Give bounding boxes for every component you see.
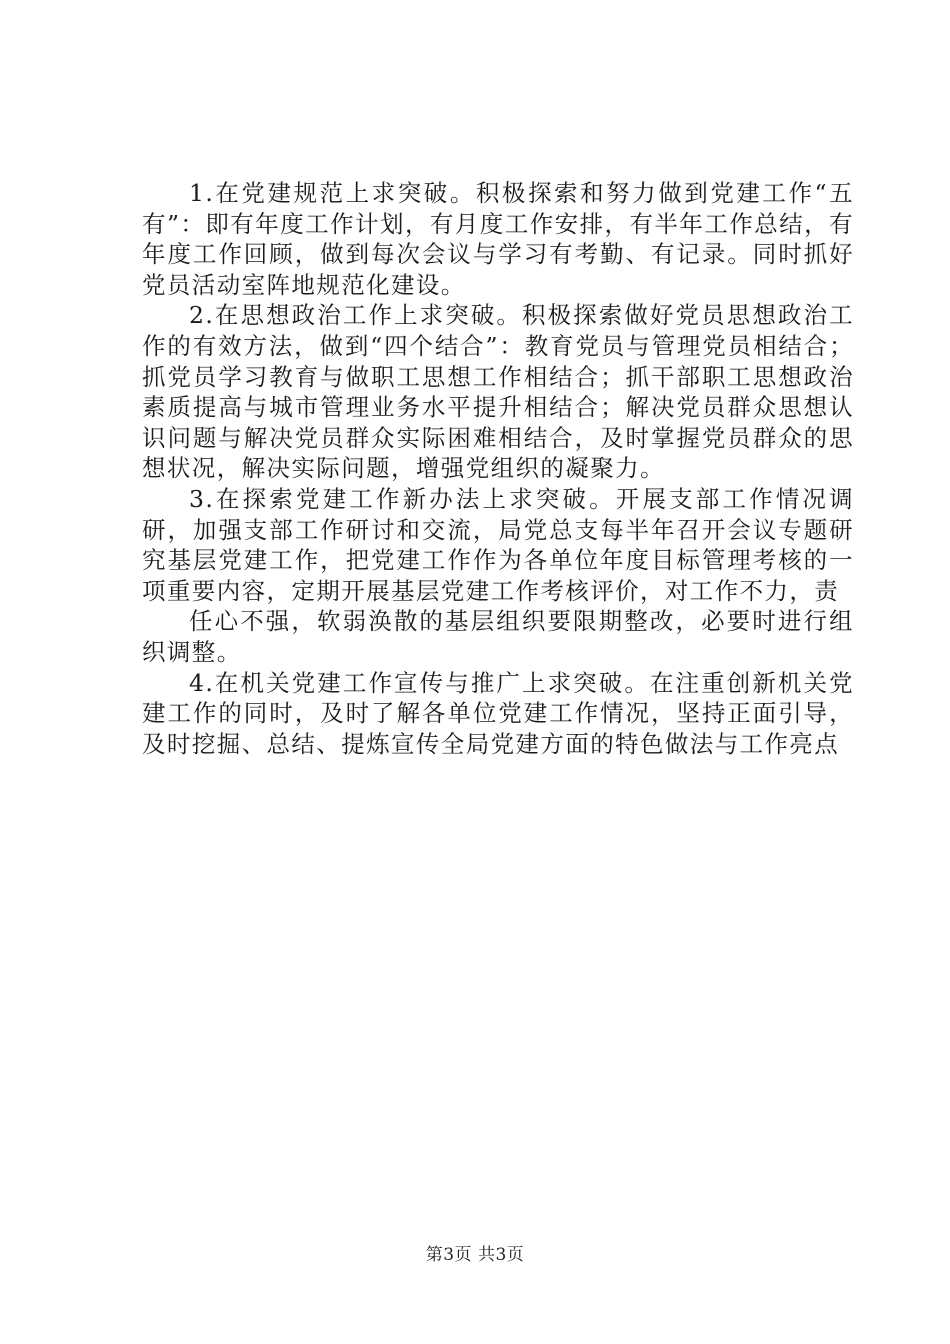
document-body: [142, 178, 854, 759]
paragraph-2: 2.在思想政治工作上求突破。积极探索做好党员思想政治工作的有效方法，做到“四个结合”：教育党员与管理党员相结合；抓党员学习教育与做职工思想工作相结合；抓干部职工思想政治素质提高与城市管理业务水平提升相结合；解决党员群众思想认识问题与解决党员群众实际困难相结合，及时掌握党员群众的思想状况，解决实际问题，增强党组织的凝聚力。: [142, 301, 854, 483]
page-number-footer: 第3页 共3页: [425, 1245, 525, 1265]
paragraph-3-continued: 任心不强，软弱涣散的基层组织要限期整改，必要时进行组织调整。: [142, 607, 854, 666]
paragraph-3: 3.在探索党建工作新办法上求突破。开展支部工作情况调研，加强支部工作研讨和交流，局党总支每半年召开会议专题研究基层党建工作，把党建工作作为各单位年度目标管理考核的一项重要内容，定期开展基层党建工作考核评价，对工作不力，责: [142, 484, 854, 605]
paragraph-4: 4.在机关党建工作宣传与推广上求突破。在注重创新机关党建工作的同时，及时了解各单位党建工作情况，坚持正面引导，及时挖掘、总结、提炼宣传全局党建方面的特色做法与工作亮点: [142, 668, 854, 758]
paragraph-1: 1.在党建规范上求突破。积极探索和努力做到党建工作“五有”：即有年度工作计划，有月度工作安排，有半年工作总结，有年度工作回顾，做到每次会议与学习有考勤、有记录。同时抓好党员活动室阵地规范化建设。: [142, 179, 854, 299]
